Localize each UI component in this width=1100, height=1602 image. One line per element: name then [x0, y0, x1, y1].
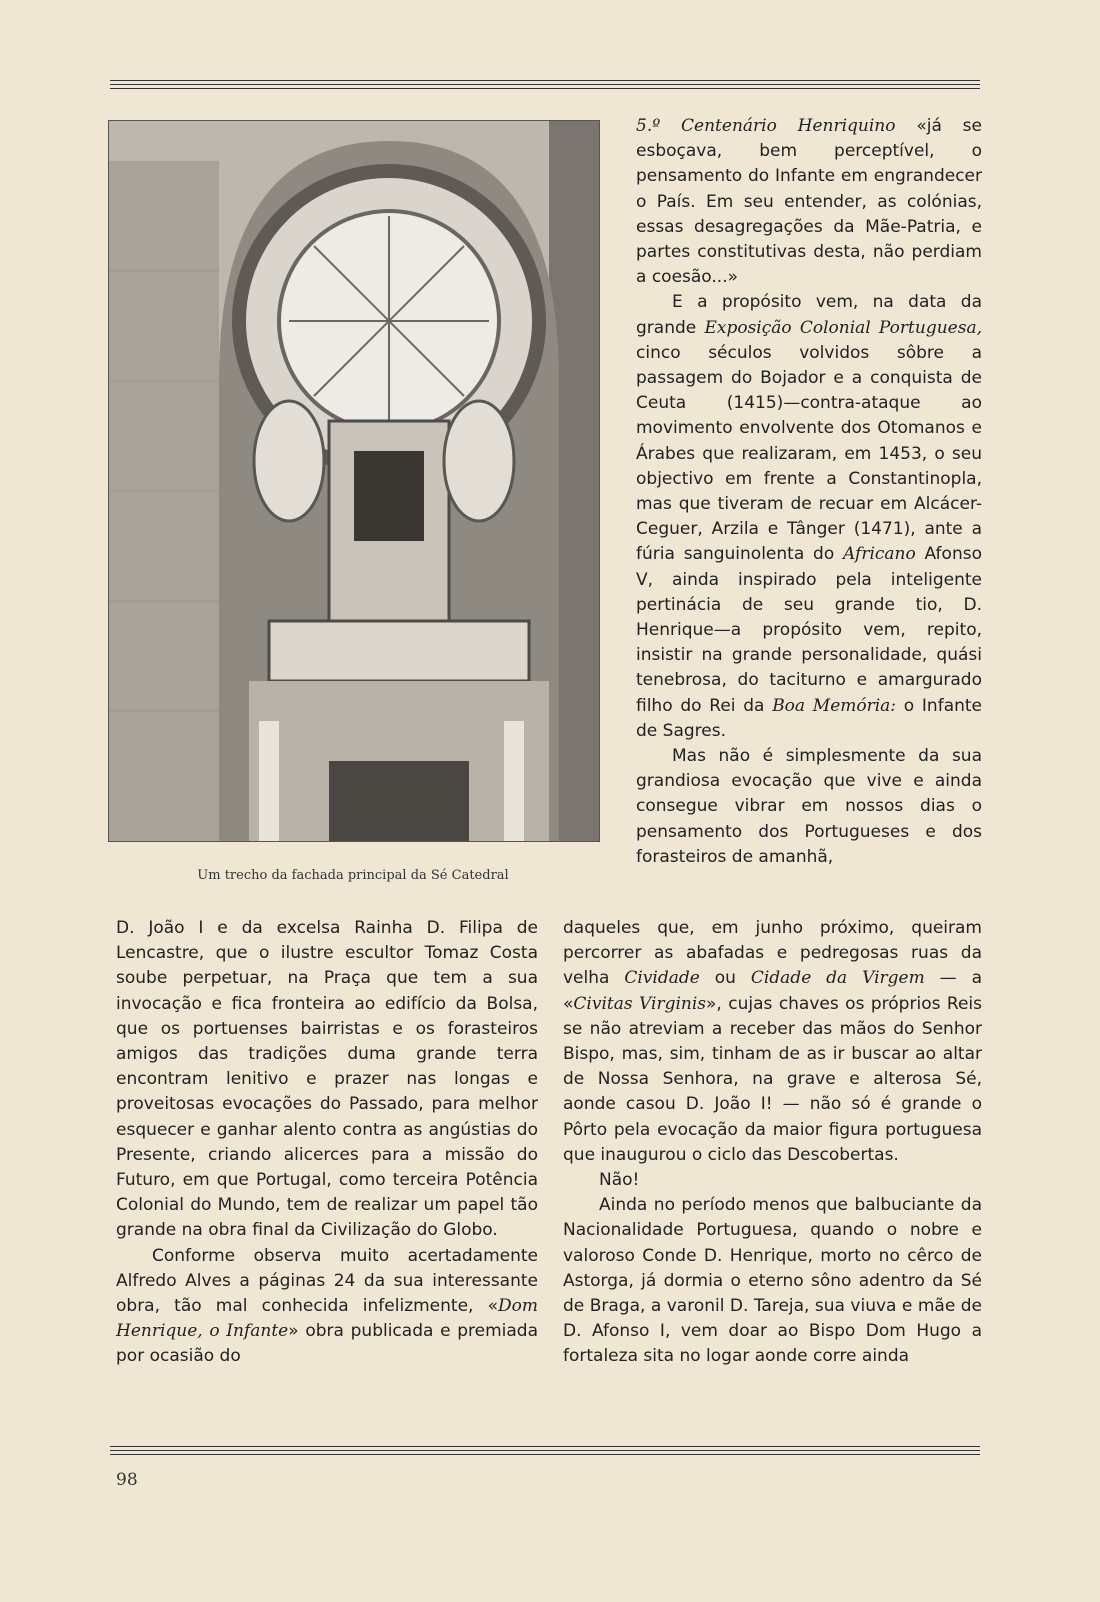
paragraph: Ainda no período menos que balbuciante da Nacionalidade Portuguesa, quando o nobre e valoroso Conde D. Henrique, morto no cêrco de Astorga, já dormia o eterno sôno adentro da Sé de Braga, a varonil D. Tareja, sua viuva e mãe de D. Afonso I, vem doar ao Bispo Dom Hugo a fortaleza sita no logar aonde corre ainda: [563, 1195, 982, 1367]
right-column-top: [636, 114, 982, 870]
cathedral-facade-photo: [108, 120, 600, 842]
paragraph: Mas não é simplesmente da sua grandiosa evocação que vive e ainda consegue vibrar em nossos dias o pensamento dos Portugueses e dos forasteiros de amanhã,: [636, 746, 982, 867]
right-column-bottom: [563, 916, 982, 1370]
paragraph: Não!: [599, 1170, 640, 1191]
bottom-rule: [110, 1446, 980, 1458]
page-number: 98: [116, 1470, 138, 1490]
photo-caption: Um trecho da fachada principal da Sé Catedral: [197, 868, 509, 883]
paragraph: daqueles que, em junho próximo, queiram percorrer as abafadas e pedregosas ruas da velha Cividade ou Cidade da Virgem — a «Civitas Virginis», cujas chaves os próprios Reis se não atreviam a receber das mãos do Senhor Bispo, mas, sim, tinham de as ir buscar ao altar de Nossa Senhora, na grave e alterosa Sé, aonde casou D. João I! — não só é grande o Pôrto pela evocação da maior figura portuguesa que inaugurou o ciclo das Descobertas.: [563, 918, 982, 1165]
paragraph: 5.º Centenário Henriquino «já se esboçava, bem perceptível, o pensamento do Infante em engrandecer o País. Em seu entender, as colónias, essas desagregações da Mãe-Patria, e partes constitutivas desta, não perdiam a coesão...»: [636, 116, 982, 288]
paragraph: E a propósito vem, na data da grande Exposição Colonial Portuguesa, cinco séculos volvidos sôbre a passagem do Bojador e a conquista de Ceuta (1415)—contra-ataque ao movimento envolvente dos Otomanos e Árabes que realizaram, em 1453, o seu objectivo em frente a Constantinopla, mas que tiveram de recuar em Alcácer-Ceguer, Arzila e Tânger (1471), ante a fúria sanguinolenta do Africano Afonso V, ainda inspirado pela inteligente pertinácia de seu grande tio, D. Henrique—a propósito vem, repito, insistir na grande personalidade, quási tenebrosa, do taciturno e amargurado filho do Rei da Boa Memória: o Infante de Sagres.: [636, 292, 983, 741]
paragraph: D. João I e da excelsa Rainha D. Filipa de Lencastre, que o ilustre escultor Tomaz Costa soube perpetuar, na Praça que tem a sua invocação e fica fronteira ao edifício da Bolsa, que os portuenses bairristas e os forasteiros amigos das tradições duma grande terra encontram lenitivo e prazer nas longas e proveitosas evocações do Passado, para melhor esquecer e ganhar alento contra as angústias do Presente, criando alicerces para a missão do Futuro, em que Portugal, como terceira Potência Colonial do Mundo, tem de realizar um papel tão grande na obra final da Civilização do Globo.: [116, 918, 538, 1241]
paragraph: Conforme observa muito acertadamente Alfredo Alves a páginas 24 da sua interessante obra, tão mal conhecida infelizmente, «Dom Henrique, o Infante» obra publicada e premiada por ocasião do: [116, 1245, 539, 1367]
left-column-bottom: [116, 916, 538, 1370]
top-rule: [110, 80, 980, 92]
